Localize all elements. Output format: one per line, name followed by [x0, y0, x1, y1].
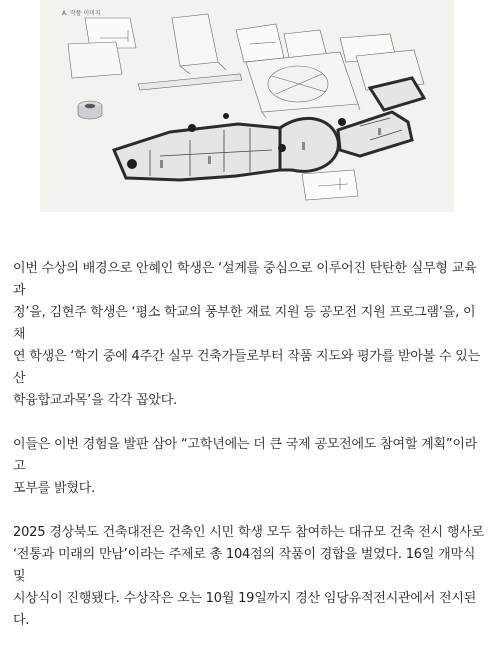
architecture-drawing	[40, 0, 454, 212]
article-body	[13, 258, 485, 654]
article-paragraph-3: 2025 경상북도 건축대전은 건축인 시민 학생 모두 참여하는 대규모 건축 전시 행사로 ‘전통과 미래의 만남’이라는 주제로 총 104점의 작품이 경합을 벌였다. 16일 개막식 및 시상식이 진행됐다. 수상작은 오는 10월 19일까지 경산 임당유적전시관에서 전시된다.	[13, 525, 484, 628]
figure-caption: A. 작품 이미지	[62, 10, 101, 17]
article-figure	[40, 0, 454, 212]
article-paragraph-2: 이들은 이번 경험을 발판 삼아 “고학년에는 더 큰 국제 공모전에도 참여할 계획”이라고 포부를 밝혔다.	[13, 437, 478, 496]
article-paragraph-1: 이번 수상의 배경으로 안혜인 학생은 ‘설계를 중심으로 이루어진 탄탄한 실무형 교육과 정’을, 김현주 학생은 ‘평소 학교의 풍부한 재료 지원 등 공모전 지원 프로그램’을, 이채 연 학생은 ‘학기 중에 4주간 실무 건축가들로부터 작품 지도와 평가를 받아볼 수 있는 산 학융합교과목’을 각각 꼽았다.	[13, 261, 481, 408]
sketch-block-1	[172, 14, 218, 66]
